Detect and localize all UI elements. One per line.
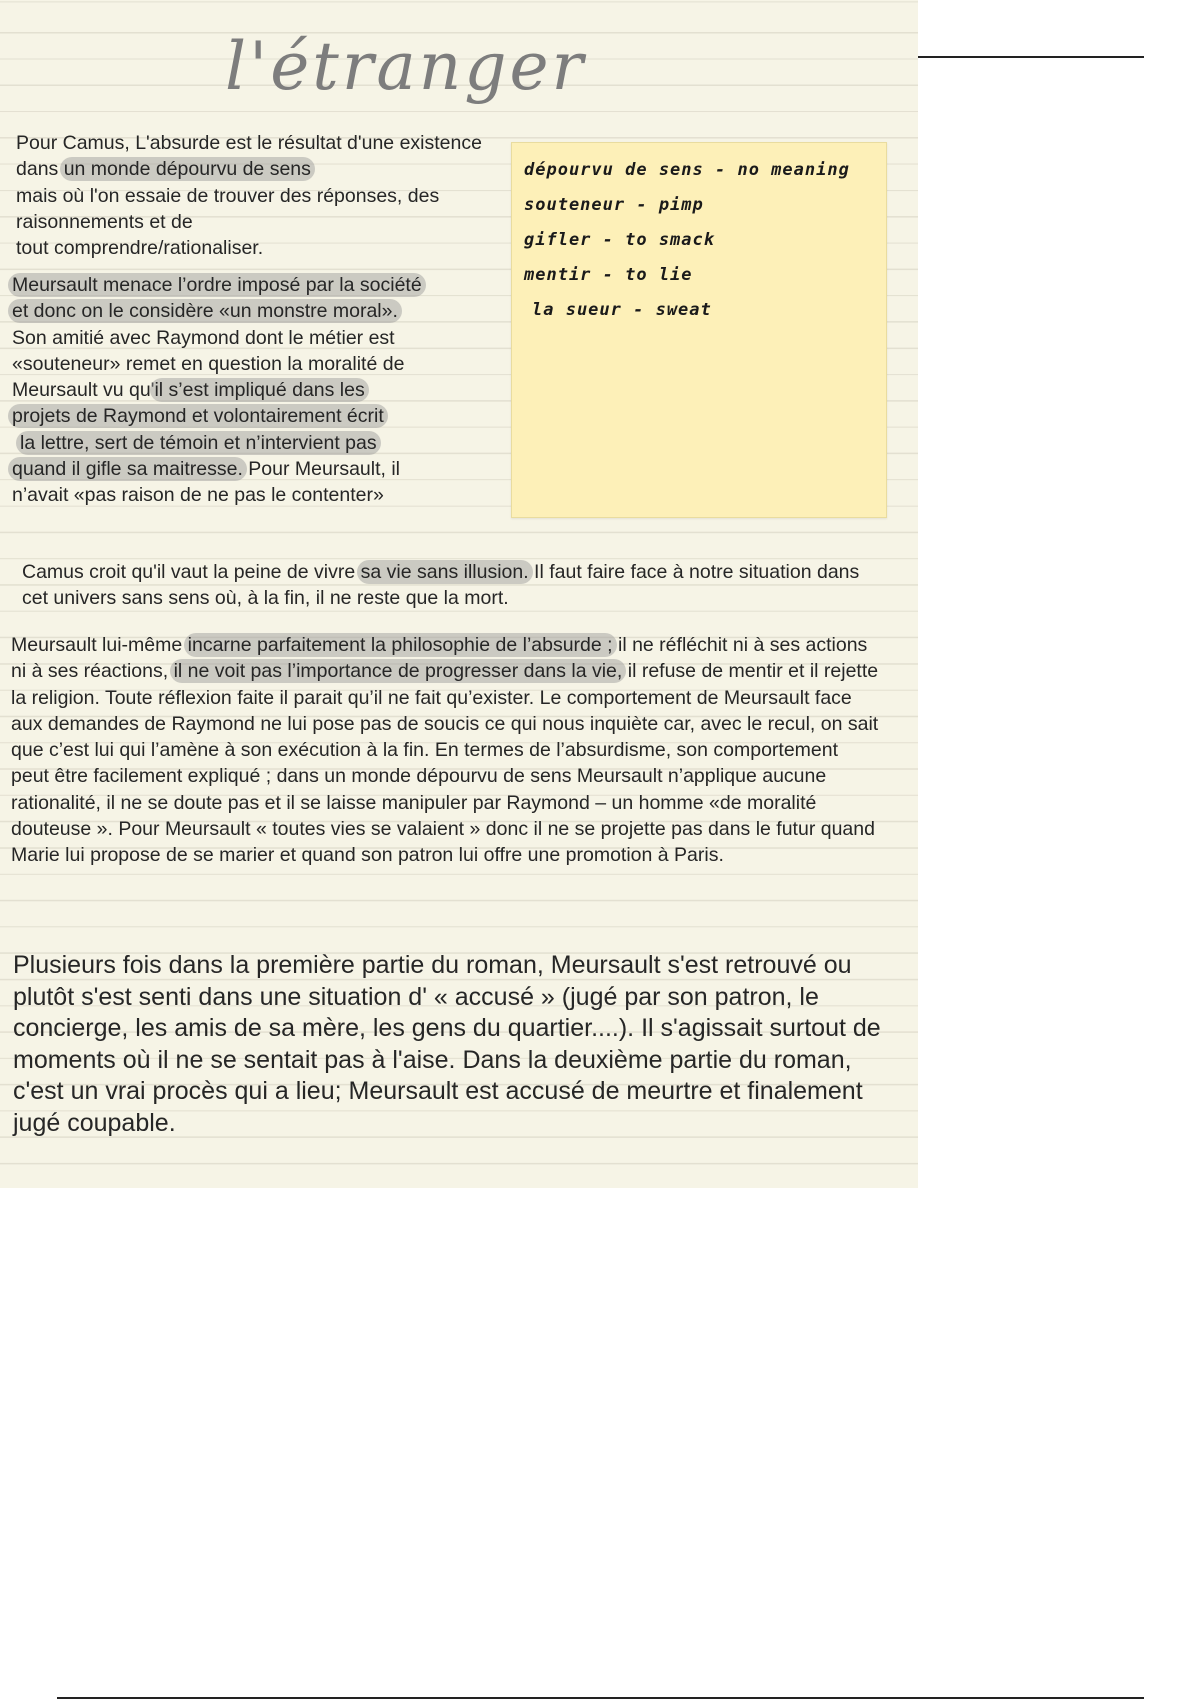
- sticky-note[interactable]: [511, 142, 887, 518]
- text-span: Camus croit qu'il vaut la peine de vivre: [22, 561, 361, 583]
- text-span: n’avait «pas raison de ne pas le contenter»: [12, 484, 384, 507]
- text-span: Meursault vu qu': [12, 379, 155, 402]
- vocabulary-list: [524, 153, 850, 328]
- text-span: Meursault lui-même: [11, 634, 188, 656]
- text-span: raisonnements et de: [16, 210, 193, 233]
- highlight: sa vie sans illusion.: [357, 560, 533, 584]
- highlight: il s’est impliqué dans les: [150, 378, 368, 402]
- text-span: Son amitié avec Raymond dont le métier est: [12, 326, 395, 349]
- paragraph-camus-illusion: [22, 559, 872, 612]
- vocab-item: la sueur - sweat: [532, 300, 712, 320]
- paragraph-proces: [13, 950, 883, 1140]
- highlight: et donc on le considère «un monstre moral».: [8, 299, 402, 323]
- vocab-item: gifler - to smack: [524, 230, 715, 250]
- text-span: «souteneur» remet en question la moralité de: [12, 352, 405, 375]
- highlight: incarne parfaitement la philosophie de l’absurde ;: [184, 633, 617, 657]
- highlight: quand il gifle sa maitresse.: [8, 457, 247, 481]
- text-span: tout comprendre/rationaliser.: [16, 237, 264, 260]
- divider-line: [918, 56, 1144, 58]
- paragraph-absurde-definition: [16, 130, 506, 261]
- text-span: il refuse de mentir et il rejette la religion. Toute réflexion faite il parait qu’il ne fait qu’exister. Le comportement de Meursault face aux demandes de Raymond ne lui pose pas de soucis ce qui nous inquiète car, avec le recul, on sait que c’est lui qui l’amène à son exécution à la fin. En termes de l’absurdisme, son comportement peut être facilement expliqué ; dans un monde dépourvu de sens Meursault n’applique aucune rationalité, il ne se doute pas et il se laisse manipuler par Raymond – un homme «de moralité douteuse ». Pour Meursault « toutes vies se valaient » donc il ne se projette pas dans le futur quand Marie lui propose de se marier et quand son patron lui offre une promotion à Paris.: [11, 660, 879, 867]
- vocab-item: mentir - to lie: [524, 265, 693, 285]
- highlight: il ne voit pas l’importance de progresser dans la vie,: [170, 659, 627, 683]
- text-span: Il faut faire face à notre situation dans cet univers sans sens où, à la fin, il ne reste que la mort.: [22, 561, 860, 610]
- text-span: mais où l'on essaie de trouver des réponses, des: [16, 184, 440, 207]
- text-span: Plusieurs fois dans la première partie du roman, Meursault s'est retrouvé ou plutôt s'est senti dans une situation d' « accusé » (jugé par son patron, le concierge, les amis de sa mère, les gens du quartier....). Il s'agissait surtout de moments où il ne se sentait pas à l'aise. Dans la deuxième partie du roman, c'est un vrai procès qui a lieu; Meursault est accusé de meurtre et finalement jugé coupable.: [13, 951, 881, 1137]
- vocab-item: dépourvu de sens - no meaning: [524, 160, 850, 180]
- vocab-item: souteneur - pimp: [524, 195, 704, 215]
- paragraph-meursault-absurde: [11, 632, 879, 869]
- highlight: Meursault menace l’ordre imposé par la société: [8, 273, 426, 297]
- text-span: Pour Camus, L'absurde est le résultat d'une existence dans: [16, 132, 482, 181]
- highlight: projets de Raymond et volontairement écrit: [8, 404, 388, 428]
- text-span: il ne réfléchit ni à ses actions ni à ses réactions,: [11, 634, 868, 683]
- highlight: un monde dépourvu de sens: [60, 157, 315, 181]
- page-title: l'étranger: [225, 28, 587, 105]
- divider-line: [57, 1697, 1144, 1699]
- highlight: la lettre, sert de témoin et n’intervient pas: [16, 431, 381, 455]
- text-span: Pour Meursault, il: [242, 458, 401, 481]
- paragraph-meursault-ordre: [12, 272, 502, 509]
